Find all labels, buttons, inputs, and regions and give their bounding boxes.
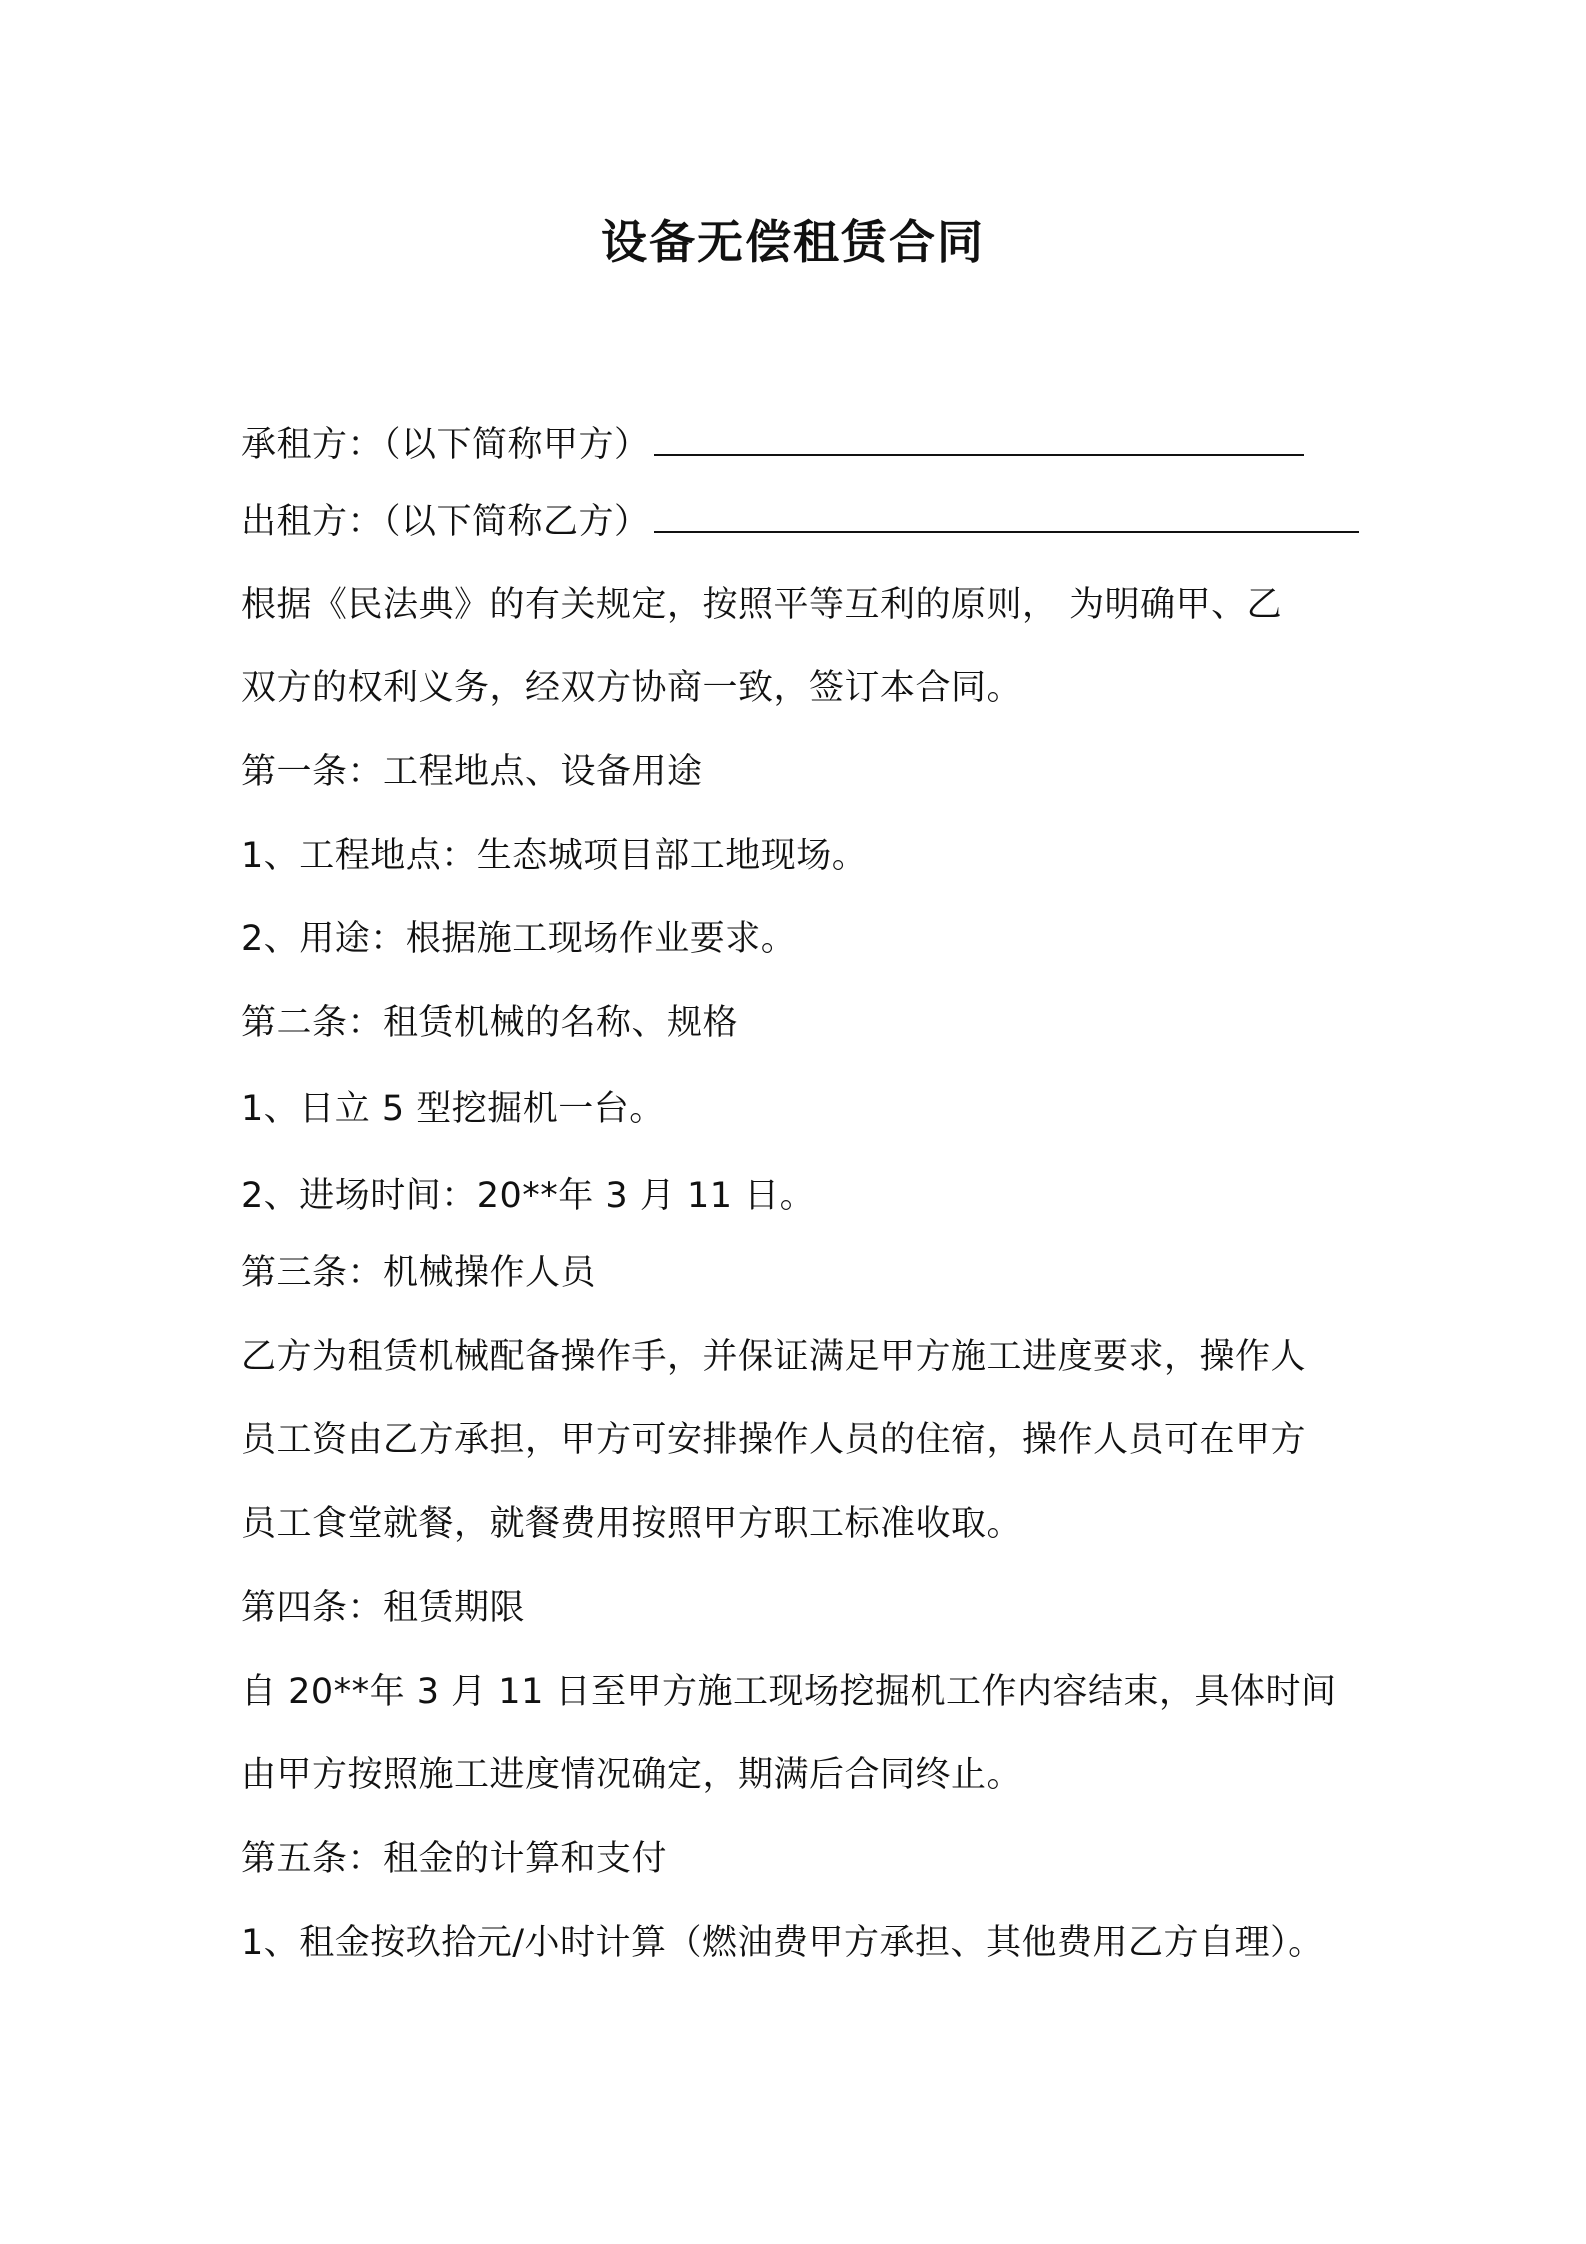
article-2-heading: 第二条：租赁机械的名称、规格 bbox=[241, 1003, 739, 1043]
article-2-item: 1、日立 5 型挖掘机一台。 bbox=[241, 1089, 665, 1129]
article-5-item: 1、租金按玖拾元/小时计算（燃油费甲方承担、其他费用乙方自理）。 bbox=[241, 1923, 1324, 1963]
lessor-blank bbox=[654, 497, 1359, 533]
article-1-item: 2、用途：根据施工现场作业要求。 bbox=[241, 919, 797, 959]
article-4-body-line: 自 20**年 3 月 11 日至甲方施工现场挖掘机工作内容结束，具体时间 bbox=[241, 1672, 1337, 1712]
lessor-label: 出租方：（以下简称乙方） bbox=[241, 502, 650, 542]
lessor-line bbox=[241, 497, 1361, 546]
article-3-body-line: 员工资由乙方承担，甲方可安排操作人员的住宿，操作人员可在甲方 bbox=[241, 1420, 1307, 1460]
article-5-heading: 第五条：租金的计算和支付 bbox=[241, 1839, 668, 1879]
article-4-heading: 第四条：租赁期限 bbox=[241, 1588, 526, 1628]
article-3-heading: 第三条：机械操作人员 bbox=[241, 1253, 597, 1293]
article-3-body-line: 员工食堂就餐，就餐费用按照甲方职工标准收取。 bbox=[241, 1504, 1023, 1544]
lessee-label: 承租方：（以下简称甲方） bbox=[241, 425, 650, 465]
document-title: 设备无偿租赁合同 bbox=[601, 215, 985, 269]
article-2-item: 2、进场时间：20**年 3 月 11 日。 bbox=[241, 1176, 816, 1216]
article-1-item: 1、工程地点：生态城项目部工地现场。 bbox=[241, 836, 868, 876]
lessee-line bbox=[241, 420, 1361, 469]
intro-line: 双方的权利义务，经双方协商一致，签订本合同。 bbox=[241, 668, 1023, 708]
article-4-body-line: 由甲方按照施工进度情况确定，期满后合同终止。 bbox=[241, 1755, 1023, 1795]
article-1-heading: 第一条：工程地点、设备用途 bbox=[241, 752, 703, 792]
article-3-body-line: 乙方为租赁机械配备操作手，并保证满足甲方施工进度要求，操作人 bbox=[241, 1337, 1307, 1377]
intro-line: 根据《民法典》的有关规定，按照平等互利的原则， 为明确甲、乙 bbox=[241, 585, 1283, 625]
lessee-blank bbox=[654, 420, 1304, 456]
